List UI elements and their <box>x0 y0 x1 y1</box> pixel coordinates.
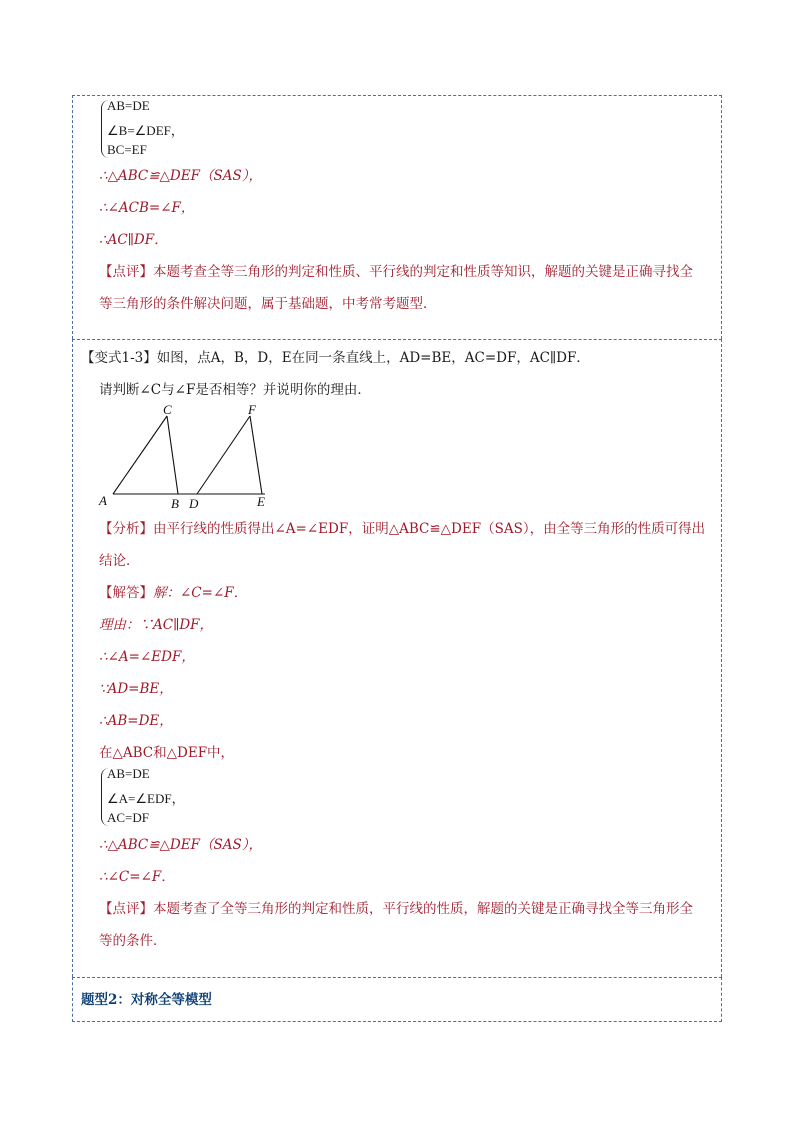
step-segment: ∴AB=DE， <box>99 713 173 729</box>
comment-paragraph <box>99 900 693 918</box>
comment-text-1: 本题考查全等三角形的判定和性质、平行线的判定和性质等知识，解题的关键是正确寻找全 <box>153 264 693 280</box>
comment-paragraph <box>99 263 693 281</box>
comment-text-1: 本题考查了全等三角形的判定和性质，平行线的性质，解题的关键是正确寻找全等三角形全 <box>153 901 693 917</box>
conclusion-congruent: ∴△ABC≌△DEF（SAS）， <box>99 168 262 184</box>
analysis-text-1: 由平行线的性质得出∠A=∠EDF，证明△ABC≌△DEF（SAS），由全等三角形的性质可得出 <box>153 521 706 537</box>
system-line-2: ∠A=∠EDF， <box>107 791 185 806</box>
step-given: ∵AD=BE， <box>99 681 173 697</box>
variant-tag: 【变式1-3】 <box>81 350 157 366</box>
system-line-3: BC=EF <box>107 142 147 157</box>
analysis-text-2: 结论． <box>99 553 140 569</box>
label-A: A <box>99 493 107 508</box>
answer-tag: 【解答】 <box>99 585 153 601</box>
comment-text-2: 等的条件． <box>99 933 167 949</box>
conclusion-parallel: ∴AC∥DF． <box>99 232 168 248</box>
system-line-1: AB=DE <box>107 766 150 781</box>
step-in-triangles: 在△ABC和△DEF中， <box>99 745 235 761</box>
answer-text: 解：∠C=∠F． <box>153 585 248 601</box>
comment-text-2: 等三角形的条件解决问题，属于基础题，中考常考题型． <box>99 296 437 312</box>
analysis-paragraph <box>99 520 705 538</box>
system-line-2: ∠B=∠DEF， <box>107 123 184 138</box>
system-line-1: AB=DE <box>107 98 150 113</box>
step-congruent: ∴△ABC≌△DEF（SAS）， <box>99 837 262 853</box>
label-D: D <box>189 496 199 511</box>
comment-tag: 【点评】 <box>99 264 153 280</box>
label-F: F <box>248 402 256 417</box>
label-B: B <box>171 496 179 511</box>
triangles-figure <box>93 402 303 512</box>
step-reason: 理由：∵AC∥DF， <box>99 617 214 633</box>
analysis-tag: 【分析】 <box>99 521 153 537</box>
system-line-3: AC=DF <box>107 810 150 825</box>
section-heading-box <box>72 977 722 1022</box>
problem-text-1: 如图，点A，B，D，E在同一条直线上，AD=BE，AC=DF，AC∥DF． <box>156 350 590 366</box>
label-C: C <box>163 402 172 417</box>
label-E: E <box>257 494 265 509</box>
solution-box-previous <box>72 95 722 339</box>
variant-problem-box <box>72 339 722 977</box>
step-conclusion: ∴∠C=∠F． <box>99 869 175 885</box>
problem-statement <box>81 349 590 367</box>
section-heading: 题型2：对称全等模型 <box>81 992 212 1008</box>
problem-text-2: 请判断∠C与∠F是否相等？并说明你的理由． <box>99 382 371 398</box>
answer-line <box>99 584 247 602</box>
step-angle: ∴∠A=∠EDF， <box>99 649 195 665</box>
conclusion-angle: ∴∠ACB=∠F， <box>99 200 195 216</box>
comment-tag: 【点评】 <box>99 901 153 917</box>
